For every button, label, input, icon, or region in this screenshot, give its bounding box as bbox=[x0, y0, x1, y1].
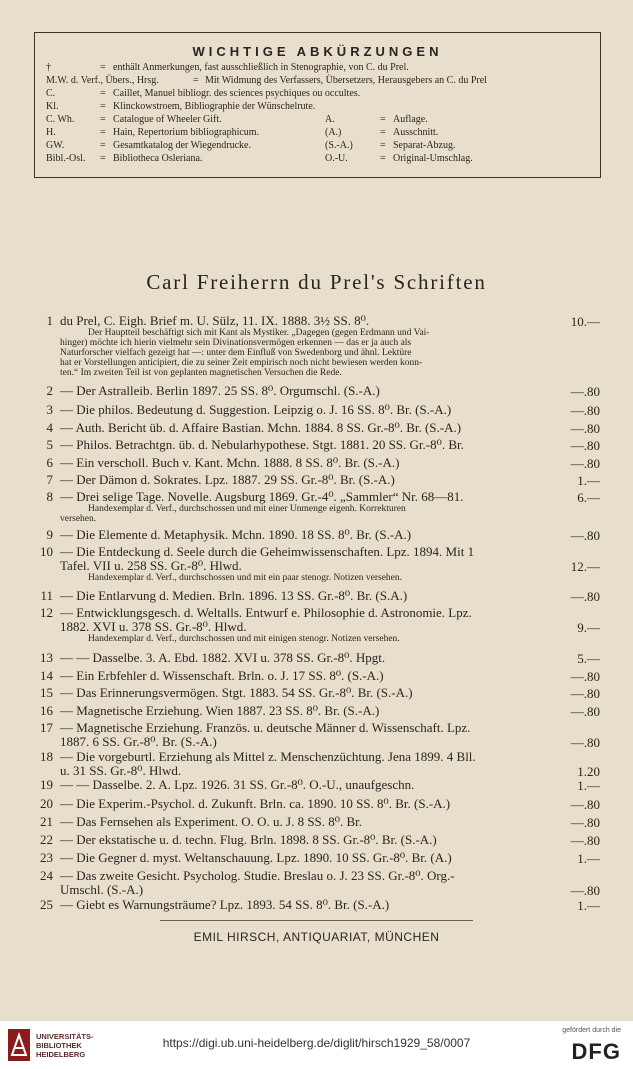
entry-number: 17 bbox=[40, 720, 53, 735]
entry-price: —.80 bbox=[570, 403, 600, 418]
abbreviation-key: † bbox=[46, 62, 51, 73]
entry-title: — Die Entdeckung d. Seele durch die Geheimwissenschaften. Lpz. 1894. Mit 1 bbox=[60, 544, 475, 559]
entry-title: — Die Elemente d. Metaphysik. Mchn. 1890. 18 SS. 8⁰. Br. (S.-A.) bbox=[60, 527, 412, 542]
entry-title: — — Dasselbe. 3. A. Ebd. 1882. XVI u. 378 SS. Gr.-8⁰. Hpgt. bbox=[60, 650, 386, 665]
entry-price: —.80 bbox=[570, 528, 600, 543]
footer-divider bbox=[160, 920, 473, 921]
entry-price: 9.— bbox=[577, 620, 600, 635]
entry-number: 16 bbox=[40, 703, 53, 718]
entry-continuation: 1887. 6 SS. Gr.-8⁰. Br. (S.-A.) bbox=[60, 734, 217, 749]
entry-title: — Giebt es Warnungsträume? Lpz. 1893. 54 SS. 8⁰. Br. (S.-A.) bbox=[60, 897, 390, 912]
funding-caption: gefördert durch die bbox=[562, 1027, 621, 1034]
abbreviation-key: (A.) bbox=[325, 127, 342, 138]
entry-title: — Der ekstatische u. d. techn. Flug. Brln. 1898. 8 SS. Gr.-8⁰. Br. (S.-A.) bbox=[60, 832, 437, 847]
entry-price: 1.20 bbox=[577, 764, 600, 779]
entry-number: 11 bbox=[40, 588, 53, 603]
entry-note bbox=[60, 328, 600, 378]
abbreviation-value: Gesamtkatalog der Wiegendrucke. bbox=[113, 140, 251, 151]
entry-number: 18 bbox=[40, 749, 53, 764]
entry-continuation: Umschl. (S.-A.) bbox=[60, 882, 144, 897]
abbreviation-value: Ausschnitt. bbox=[393, 127, 439, 138]
abbreviations-box bbox=[34, 32, 601, 178]
entry-title: — Die philos. Bedeutung d. Suggestion. Leipzig o. J. 16 SS. 8⁰. Br. (S.-A.) bbox=[60, 402, 452, 417]
entry-note-line: hat er Vorstellungen anticipiert, die zu seiner Zeit empirisch noch nicht bewiesen werden konn- bbox=[60, 358, 423, 368]
entry-price: —.80 bbox=[570, 815, 600, 830]
entry-number: 8 bbox=[46, 489, 53, 504]
entry-number: 9 bbox=[46, 527, 53, 542]
entry-number: 1 bbox=[46, 313, 53, 328]
equals-sign: = bbox=[380, 140, 386, 151]
entry-price: —.80 bbox=[570, 735, 600, 750]
equals-sign: = bbox=[380, 114, 386, 125]
viewer-bar bbox=[0, 1020, 633, 1069]
university-name-line: UNIVERSITÄTS- bbox=[36, 1032, 94, 1041]
entry-title: — Die Experim.-Psychol. d. Zukunft. Brln. ca. 1890. 10 SS. 8⁰. Br. (S.-A.) bbox=[60, 796, 451, 811]
abbreviation-value: Auflage. bbox=[393, 114, 428, 125]
equals-sign: = bbox=[100, 114, 106, 125]
entry-price: 1.— bbox=[577, 473, 600, 488]
entry-price: —.80 bbox=[570, 797, 600, 812]
equals-sign: = bbox=[100, 127, 106, 138]
equals-sign: = bbox=[100, 101, 106, 112]
dfg-logo[interactable]: DFG bbox=[571, 1039, 621, 1064]
entry-title: — Magnetische Erziehung. Französ. u. deutsche Männer d. Wissenschaft. Lpz. bbox=[60, 720, 471, 735]
entry-price: —.80 bbox=[570, 589, 600, 604]
entry-price: —.80 bbox=[570, 704, 600, 719]
publisher-footer: EMIL HIRSCH, ANTIQUARIAT, MÜNCHEN bbox=[193, 930, 440, 944]
entry-price: —.80 bbox=[570, 669, 600, 684]
entry-title: — Der Astralleib. Berlin 1897. 25 SS. 8⁰. Orgumschl. (S.-A.) bbox=[60, 383, 380, 398]
entry-price: 12.— bbox=[570, 559, 600, 574]
entry-number: 12 bbox=[40, 605, 53, 620]
entry-number: 4 bbox=[46, 420, 53, 435]
entry-note-line: Der Hauptteil beschäftigt sich mit Kant als Mystiker. „Dagegen (gegen Erdmann und Vai- bbox=[88, 328, 430, 338]
entry-title: — Die Entlarvung d. Medien. Brln. 1896. 13 SS. Gr.-8⁰. Br. (S.A.) bbox=[60, 588, 408, 603]
entry-note-line: Naturforscher vielfach gezeigt hat —: unter dem Einfluß von Swedenborg und ähnl. Lektüre bbox=[60, 348, 412, 358]
entry-price: —.80 bbox=[570, 456, 600, 471]
entry-title: — Ein Erbfehler d. Wissenschaft. Brln. o. J. 17 SS. 8⁰. (S.-A.) bbox=[60, 668, 384, 683]
abbreviation-value: Caillet, Manuel bibliogr. des sciences psychiques ou occultes. bbox=[113, 88, 361, 99]
abbreviation-key: Bibl.-Osl. bbox=[46, 153, 86, 164]
entry-continuation: u. 31 SS. Gr.-8⁰. Hlwd. bbox=[60, 763, 182, 778]
abbreviation-key: C. Wh. bbox=[46, 114, 75, 125]
abbreviation-value: Klinckowstroem, Bibliographie der Wünschelrute. bbox=[113, 101, 316, 112]
entry-note-line: Handexemplar d. Verf., durchschossen und mit einer Unmenge eigenh. Korrekturen bbox=[88, 504, 406, 514]
entry-title: — — Dasselbe. 2. A. Lpz. 1926. 31 SS. Gr.-8⁰. O.-U., unaufgeschn. bbox=[60, 777, 415, 792]
entry-continuation: Tafel. VII u. 258 SS. Gr.-8⁰. Hlwd. bbox=[60, 558, 242, 573]
entry-note-line: versehen. bbox=[60, 514, 97, 524]
entry-title: — Der Dämon d. Sokrates. Lpz. 1887. 29 SS. Gr.-8⁰. Br. (S.-A.) bbox=[60, 472, 395, 487]
entry-number: 19 bbox=[40, 777, 53, 792]
abbreviation-key: C. bbox=[46, 88, 56, 99]
university-name-line: HEIDELBERG bbox=[36, 1050, 86, 1059]
equals-sign: = bbox=[100, 153, 106, 164]
entry-title: — Ein verscholl. Buch v. Kant. Mchn. 1888. 8 SS. 8⁰. Br. (S.-A.) bbox=[60, 455, 400, 470]
entry-number: 20 bbox=[40, 796, 53, 811]
entry-note bbox=[60, 573, 600, 583]
abbreviation-value: Bibliotheca Osleriana. bbox=[113, 153, 203, 164]
entry-price: 10.— bbox=[570, 314, 600, 329]
abbreviation-key: A. bbox=[325, 114, 335, 125]
entry-price: 1.— bbox=[577, 898, 600, 913]
entry-title: — Die vorgeburtl. Erziehung als Mittel z. Menschenzüchtung. Jena 1899. 4 Bll. bbox=[60, 749, 476, 764]
entry-number: 2 bbox=[46, 383, 53, 398]
entry-number: 25 bbox=[40, 897, 53, 912]
abbreviations-title: WICHTIGE ABKÜRZUNGEN bbox=[192, 44, 443, 59]
entry-price: 5.— bbox=[577, 651, 600, 666]
entry-note bbox=[60, 634, 600, 644]
entry-price: 1.— bbox=[577, 851, 600, 866]
entry-title: — Auth. Bericht üb. d. Affaire Bastian. Mchn. 1884. 8 SS. Gr.-8⁰. Br. (S.-A.) bbox=[60, 420, 462, 435]
entry-number: 21 bbox=[40, 814, 53, 829]
equals-sign: = bbox=[193, 75, 199, 86]
entry-title: — Das Erinnerungsvermögen. Stgt. 1883. 54 SS. Gr.-8⁰. Br. (S.-A.) bbox=[60, 685, 413, 700]
entry-number: 15 bbox=[40, 685, 53, 700]
entry-note bbox=[60, 504, 600, 524]
entry-continuation: 1882. XVI u. 378 SS. Gr.-8⁰. Hlwd. bbox=[60, 619, 247, 634]
entry-price: —.80 bbox=[570, 883, 600, 898]
abbreviation-value: Original-Umschlag. bbox=[393, 153, 473, 164]
entry-title: — Drei selige Tage. Novelle. Augsburg 1869. Gr.-4⁰. „Sammler“ Nr. 68—81. bbox=[60, 489, 464, 504]
abbreviation-value: enthält Anmerkungen, fast ausschließlich in Stenographie, von C. du Prel. bbox=[113, 62, 409, 73]
equals-sign: = bbox=[380, 127, 386, 138]
entry-note-line: Handexemplar d. Verf., durchschossen und mit einigen stenogr. Notizen versehen. bbox=[88, 634, 400, 644]
entry-note-line: hinger) möchte ich hierin vielmehr sein Divinationsvermögen erkennen — das er ja auch als bbox=[60, 338, 412, 348]
university-name-line: BIBLIOTHEK bbox=[36, 1041, 82, 1050]
entry-number: 7 bbox=[46, 472, 53, 487]
equals-sign: = bbox=[380, 153, 386, 164]
abbreviation-key: GW. bbox=[46, 140, 65, 151]
abbreviation-value: Hain, Repertorium bibliographicum. bbox=[113, 127, 260, 138]
page-url-link[interactable]: https://digi.ub.uni-heidelberg.de/diglit/hirsch1929_58/0007 bbox=[162, 1036, 471, 1050]
entry-price: 6.— bbox=[577, 490, 600, 505]
entry-note-line: Handexemplar d. Verf., durchschossen und mit ein paar stenogr. Notizen versehen. bbox=[88, 573, 403, 583]
entry-number: 6 bbox=[46, 455, 53, 470]
abbreviation-key: M.W. d. Verf., Übers., Hrsg. bbox=[46, 75, 159, 86]
entry-title: — Philos. Betrachtgn. üb. d. Nebularhypothese. Stgt. 1881. 20 SS. Gr.-8⁰. Br. bbox=[60, 437, 464, 452]
abbreviation-key: Kl. bbox=[46, 101, 59, 112]
abbreviation-value: Mit Widmung des Verfassers, Übersetzers, Herausgebers an C. du Prel bbox=[205, 75, 487, 86]
entry-price: —.80 bbox=[570, 686, 600, 701]
entry-price: —.80 bbox=[570, 833, 600, 848]
page-heading: Carl Freiherrn du Prel's Schriften bbox=[146, 270, 487, 294]
entry-note-line: ten.“ Im zweiten Teil ist von geplanten magnetischen Versuchen die Rede. bbox=[60, 368, 342, 378]
entry-number: 10 bbox=[40, 544, 53, 559]
abbreviation-key: H. bbox=[46, 127, 56, 138]
entry-number: 13 bbox=[40, 650, 53, 665]
entry-title: — Das Fernsehen als Experiment. O. O. u. J. 8 SS. 8⁰. Br. bbox=[60, 814, 363, 829]
entry-price: 1.— bbox=[577, 778, 600, 793]
entry-number: 24 bbox=[40, 868, 53, 883]
entry-title: du Prel, C. Eigh. Brief m. U. Sülz, 11. IX. 1888. 3½ SS. 8⁰. bbox=[60, 313, 370, 328]
entry-price: —.80 bbox=[570, 421, 600, 436]
entry-title: — Magnetische Erziehung. Wien 1887. 23 SS. 8⁰. Br. (S.-A.) bbox=[60, 703, 380, 718]
entry-title: — Das zweite Gesicht. Psycholog. Studie. Breslau o. J. 23 SS. Gr.-8⁰. Org.- bbox=[60, 868, 455, 883]
equals-sign: = bbox=[100, 140, 106, 151]
entry-number: 3 bbox=[46, 402, 53, 417]
entry-title: — Entwicklungsgesch. d. Weltalls. Entwurf e. Philosophie d. Astronomie. Lpz. bbox=[60, 605, 472, 620]
abbreviation-key: O.-U. bbox=[325, 153, 348, 164]
entry-price: —.80 bbox=[570, 438, 600, 453]
entry-number: 5 bbox=[46, 437, 53, 452]
equals-sign: = bbox=[100, 88, 106, 99]
entry-number: 22 bbox=[40, 832, 53, 847]
abbreviation-key: (S.-A.) bbox=[325, 140, 353, 151]
entry-title: — Die Gegner d. myst. Weltanschauung. Lpz. 1890. 10 SS. Gr.-8⁰. Br. (A.) bbox=[60, 850, 452, 865]
equals-sign: = bbox=[100, 62, 106, 73]
entry-number: 23 bbox=[40, 850, 53, 865]
entry-number: 14 bbox=[40, 668, 53, 683]
abbreviation-value: Separat-Abzug. bbox=[393, 140, 456, 151]
abbreviation-value: Catalogue of Wheeler Gift. bbox=[113, 114, 222, 125]
entry-price: —.80 bbox=[570, 384, 600, 399]
